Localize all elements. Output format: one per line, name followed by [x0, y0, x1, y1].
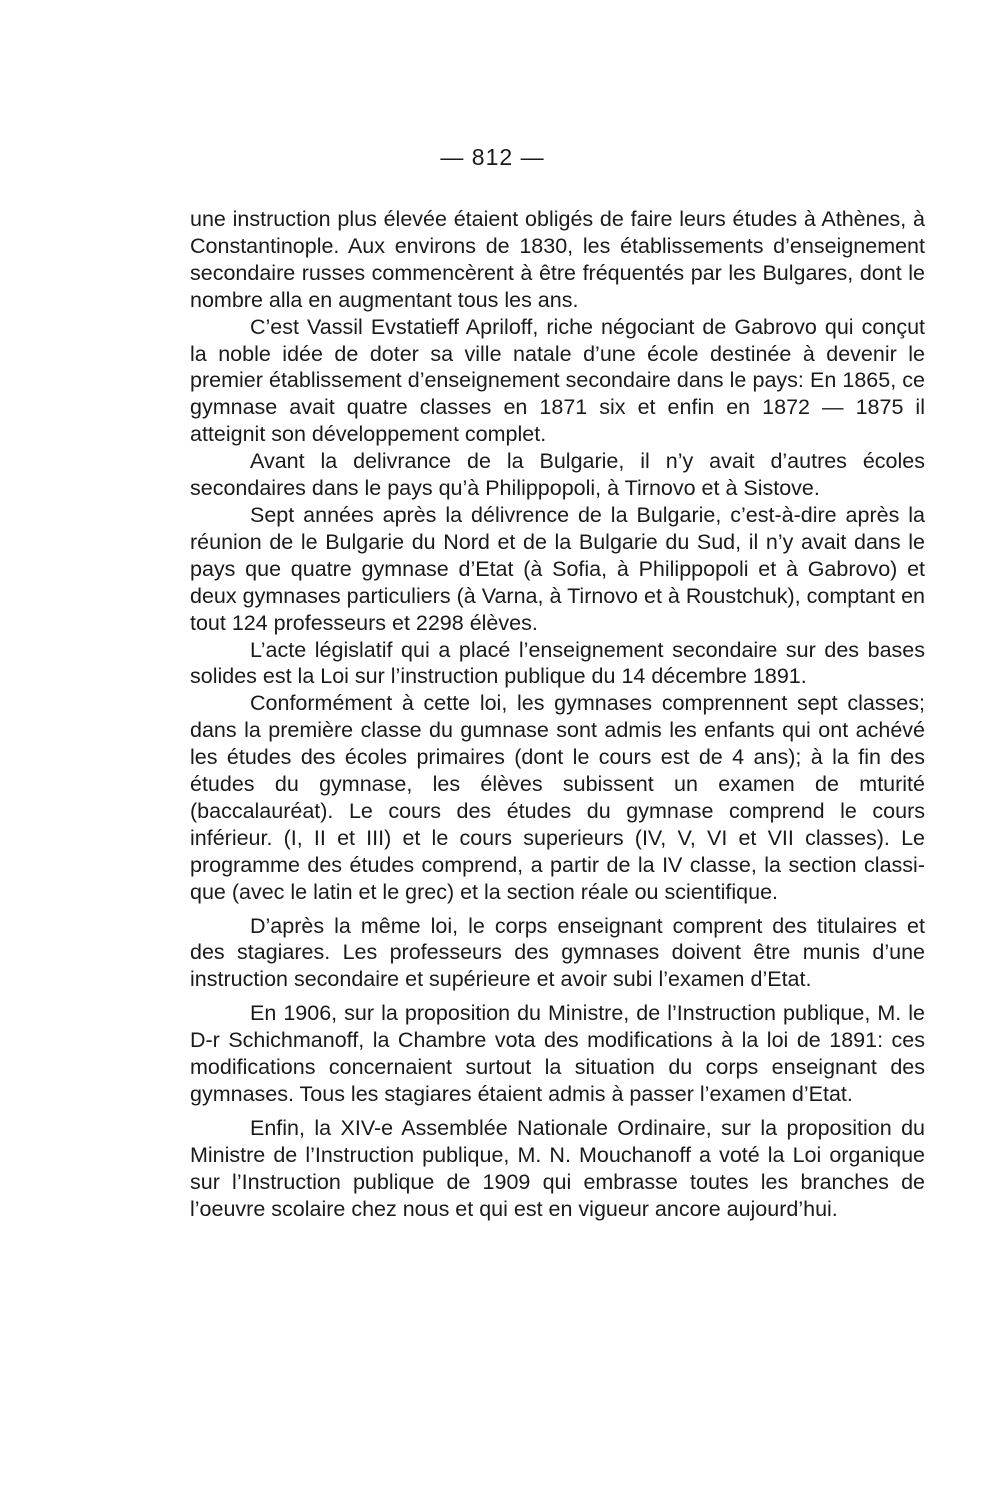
paragraph-1: une instruction plus élevée étaient obligés de faire leurs études à Athènes, à Constantinople. Aux environs de 1830, les établissements d’enseignement secondaire russes commencèrent à être fréquentés par les Bulgares, dont le nombre alla en augmentant tous les ans.	[190, 207, 925, 312]
paragraph-2: C’est Vassil Evstatieff Apriloff, riche négociant de Gabrovo qui conçut la noble idée de doter sa ville natale d’une école destinée à devenir le premier établissement d’enseignement secondaire dans le pays: En 1865, ce gymnase avait quatre classes en 1871 six et enfin en 1872 — 1875 il atteignit son développement complet.	[190, 314, 925, 447]
paragraph-3: Avant la delivrance de la Bulgarie, il n’y avait d’autres écoles secondaires dans le pays qu’à Philippopoli, à Tirnovo et à Sistove.	[190, 449, 925, 501]
paragraph-9: Enfin, la XIV-e Assemblée Nationale Ordinaire, sur la proposition du Ministre de l’Instruction publique, M. N. Mouchanoff a voté la Loi organique sur l’Instruction publique de 1909 qui embrasse toutes les branches de l’oeuvre scolaire chez nous et qui est en vigueur ancore aujourd’hui.	[190, 1115, 925, 1221]
paragraph-6: Conformément à cette loi, les gymnases comprennent sept classes; dans la première classe du gumnase sont admis les enfants qui ont achévé les études des écoles primaires (dont le cours est de 4 ans); à la fin des études du gymnase, les élèves subissent un examen de mturité (baccalauréat). Le cours des études du gymnase comprend le cours inférieur. (I, II et III) et le cours superieurs (IV, V, VI et VII classes). Le programme des études comprend, a partir de la IV classe, la section classique (avec le latin et le grec) et la section réale ou scientifique.	[190, 691, 925, 904]
paragraph-7: D’après la même loi, le corps enseignant comprent des titulaires et des stagiares. Les professeurs des gymnases doivent être munis d’une instruction secondaire et supérieure et avoir subi l’examen d’Etat.	[190, 913, 925, 992]
paragraph-8: En 1906, sur la proposition du Ministre, de l’Instruction publique, M. le D-r Schichmanoff, la Chambre vota des modifications à la loi de 1891: ces modifications concernaient surtout la situation du corps enseignant des gymnases. Tous les stagiares étaient admis à passer l’examen d’Etat.	[190, 1001, 925, 1106]
paragraph-4: Sept années après la délivrence de la Bulgarie, c’est-à-dire après la réunion de le Bulgarie du Nord et de la Bulgarie du Sud, il n’y avait dans le pays que quatre gymnase d’Etat (à Sofia, à Philippopoli et à Gabrovo) et deux gymnases particuliers (à Varna, à Tirnovo et à Roustchuk), comptant en tout 124 professeurs et 2298 élèves.	[190, 502, 925, 635]
page-number: — 812 —	[440, 144, 545, 170]
body-text	[190, 206, 925, 1223]
paragraph-5: L’acte législatif qui a placé l’enseignement secondaire sur des bases solides est la Loi sur l’instruction publique du 14 décembre 1891.	[190, 637, 925, 689]
